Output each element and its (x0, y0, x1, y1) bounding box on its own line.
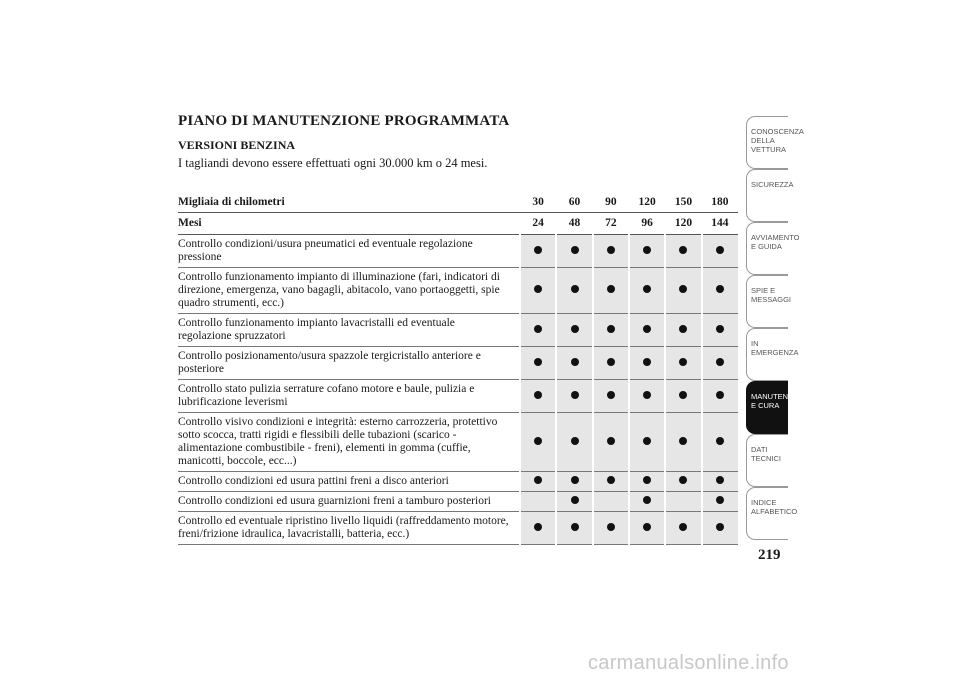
check-dot-icon (571, 246, 579, 254)
intro-text: I tagliandi devono essere effettuati ogni 30.000 km o 24 mesi. (178, 156, 488, 170)
interval-cell (520, 314, 556, 347)
check-dot-icon (607, 325, 615, 333)
check-dot-icon (607, 285, 615, 293)
table-row (178, 314, 738, 347)
check-dot-icon (571, 476, 579, 484)
interval-cell (556, 314, 592, 347)
check-dot-icon (571, 391, 579, 399)
maintenance-rows (178, 235, 738, 545)
check-dot-icon (716, 285, 724, 293)
check-dot-icon (571, 523, 579, 531)
interval-cell (665, 380, 701, 413)
operation-text: Controllo funzionamento impianto di illuminazione (fari, indicatori di direzione, emergenza, vano bagagli, abitacolo, vano portaoggetti, spie quadro strumenti, ecc.) (178, 268, 520, 314)
interval-cell (520, 347, 556, 380)
table-row (178, 492, 738, 512)
table-row (178, 235, 738, 268)
check-dot-icon (534, 476, 542, 484)
interval-cell (556, 347, 592, 380)
interval-cell (702, 314, 738, 347)
interval-cell (556, 472, 592, 492)
interval-cell (593, 347, 629, 380)
mesi-value: 24 (520, 213, 556, 235)
interval-cell (629, 314, 665, 347)
check-dot-icon (571, 325, 579, 333)
interval-cell (702, 268, 738, 314)
interval-cell (665, 235, 701, 268)
operation-text: Controllo funzionamento impianto lavacristalli ed eventuale regolazione spruzzatori (178, 314, 520, 347)
check-dot-icon (607, 523, 615, 531)
chapter-tab[interactable]: SPIE E MESSAGGI (746, 275, 788, 328)
check-dot-icon (716, 246, 724, 254)
check-dot-icon (571, 496, 579, 504)
mesi-label: Mesi (178, 213, 520, 235)
interval-cell (593, 492, 629, 512)
check-dot-icon (716, 523, 724, 531)
operation-text: Controllo condizioni ed usura pattini freni a disco anteriori (178, 472, 520, 492)
check-dot-icon (607, 437, 615, 445)
interval-cell (593, 380, 629, 413)
mesi-value: 72 (593, 213, 629, 235)
interval-cell (665, 492, 701, 512)
chapter-tab[interactable]: SICUREZZA (746, 169, 788, 222)
check-dot-icon (679, 437, 687, 445)
check-dot-icon (643, 358, 651, 366)
chapter-tab[interactable]: MANUTENZIONE E CURA (746, 381, 788, 434)
check-dot-icon (716, 358, 724, 366)
check-dot-icon (607, 246, 615, 254)
interval-cell (665, 268, 701, 314)
interval-cell (556, 235, 592, 268)
km-value: 90 (593, 192, 629, 213)
operation-text: Controllo posizionamento/usura spazzole tergicristallo anteriore e posteriore (178, 347, 520, 380)
check-dot-icon (679, 523, 687, 531)
interval-cell (702, 413, 738, 472)
table-row (178, 512, 738, 545)
check-dot-icon (534, 523, 542, 531)
chapter-tab[interactable]: INDICE ALFABETICO (746, 487, 788, 540)
check-dot-icon (679, 325, 687, 333)
check-dot-icon (643, 476, 651, 484)
mesi-value: 48 (556, 213, 592, 235)
check-dot-icon (571, 358, 579, 366)
mesi-value: 144 (702, 213, 738, 235)
check-dot-icon (679, 285, 687, 293)
mesi-header-row (178, 213, 738, 235)
interval-cell (629, 472, 665, 492)
km-value: 120 (629, 192, 665, 213)
interval-cell (665, 347, 701, 380)
check-dot-icon (534, 437, 542, 445)
table-row (178, 472, 738, 492)
check-dot-icon (716, 391, 724, 399)
check-dot-icon (716, 496, 724, 504)
km-label: Migliaia di chilometri (178, 192, 520, 213)
interval-cell (629, 380, 665, 413)
table-row (178, 380, 738, 413)
check-dot-icon (571, 437, 579, 445)
interval-cell (520, 512, 556, 545)
check-dot-icon (643, 325, 651, 333)
interval-cell (520, 472, 556, 492)
interval-cell (593, 472, 629, 492)
check-dot-icon (679, 246, 687, 254)
interval-cell (520, 268, 556, 314)
check-dot-icon (534, 325, 542, 333)
check-dot-icon (643, 437, 651, 445)
interval-cell (556, 512, 592, 545)
interval-cell (593, 413, 629, 472)
check-dot-icon (534, 391, 542, 399)
check-dot-icon (679, 476, 687, 484)
interval-cell (629, 492, 665, 512)
chapter-tab[interactable]: AVVIAMENTO E GUIDA (746, 222, 788, 275)
check-dot-icon (679, 391, 687, 399)
check-dot-icon (643, 285, 651, 293)
interval-cell (520, 413, 556, 472)
table-row (178, 347, 738, 380)
interval-cell (593, 314, 629, 347)
interval-cell (593, 268, 629, 314)
watermark: carmanualsonline.info (588, 652, 789, 674)
check-dot-icon (571, 285, 579, 293)
check-dot-icon (643, 391, 651, 399)
check-dot-icon (679, 358, 687, 366)
check-dot-icon (534, 358, 542, 366)
mesi-value: 96 (629, 213, 665, 235)
interval-cell (520, 380, 556, 413)
operation-text: Controllo stato pulizia serrature cofano motore e baule, pulizia e lubrificazione leverismi (178, 380, 520, 413)
interval-cell (593, 235, 629, 268)
check-dot-icon (643, 523, 651, 531)
interval-cell (556, 492, 592, 512)
km-value: 150 (665, 192, 701, 213)
interval-cell (520, 235, 556, 268)
chapter-tabs (746, 116, 811, 540)
chapter-tab[interactable]: DATI TECNICI (746, 434, 788, 487)
chapter-tab[interactable]: IN EMERGENZA (746, 328, 788, 381)
interval-cell (629, 347, 665, 380)
check-dot-icon (534, 246, 542, 254)
interval-cell (665, 472, 701, 492)
interval-cell (702, 492, 738, 512)
interval-cell (665, 314, 701, 347)
km-value: 180 (702, 192, 738, 213)
interval-cell (629, 268, 665, 314)
maintenance-table (178, 192, 738, 545)
interval-cell (520, 492, 556, 512)
check-dot-icon (716, 476, 724, 484)
interval-cell (629, 413, 665, 472)
page-title: PIANO DI MANUTENZIONE PROGRAMMATA (178, 113, 510, 129)
km-header-row (178, 192, 738, 213)
interval-cell (702, 512, 738, 545)
operation-text: Controllo condizioni/usura pneumatici ed eventuale regolazione pressione (178, 235, 520, 268)
interval-cell (665, 413, 701, 472)
check-dot-icon (643, 246, 651, 254)
interval-cell (556, 268, 592, 314)
chapter-tab[interactable]: CONOSCENZA DELLA VETTURA (746, 116, 788, 169)
interval-cell (702, 235, 738, 268)
interval-cell (629, 235, 665, 268)
km-value: 30 (520, 192, 556, 213)
operation-text: Controllo ed eventuale ripristino livello liquidi (raffreddamento motore, freni/frizione idraulica, lavacristalli, batteria, ecc.) (178, 512, 520, 545)
check-dot-icon (534, 285, 542, 293)
check-dot-icon (716, 325, 724, 333)
table-row (178, 268, 738, 314)
interval-cell (556, 413, 592, 472)
operation-text: Controllo visivo condizioni e integrità: esterno carrozzeria, protettivo sotto scocca, tratti rigidi e flessibili delle tubazioni (scarico - alimentazione combustibile - freni), elementi in gomma (cuffie, manicotti, boccole, ecc...) (178, 413, 520, 472)
interval-cell (556, 380, 592, 413)
interval-cell (702, 380, 738, 413)
operation-text: Controllo condizioni ed usura guarnizioni freni a tamburo posteriori (178, 492, 520, 512)
interval-cell (665, 512, 701, 545)
interval-cell (629, 512, 665, 545)
check-dot-icon (643, 496, 651, 504)
check-dot-icon (716, 437, 724, 445)
interval-cell (702, 472, 738, 492)
km-value: 60 (556, 192, 592, 213)
interval-cell (593, 512, 629, 545)
interval-cell (702, 347, 738, 380)
check-dot-icon (607, 391, 615, 399)
mesi-value: 120 (665, 213, 701, 235)
check-dot-icon (607, 358, 615, 366)
check-dot-icon (607, 476, 615, 484)
table-row (178, 413, 738, 472)
section-subtitle: VERSIONI BENZINA (178, 138, 296, 152)
page-number: 219 (758, 547, 781, 563)
